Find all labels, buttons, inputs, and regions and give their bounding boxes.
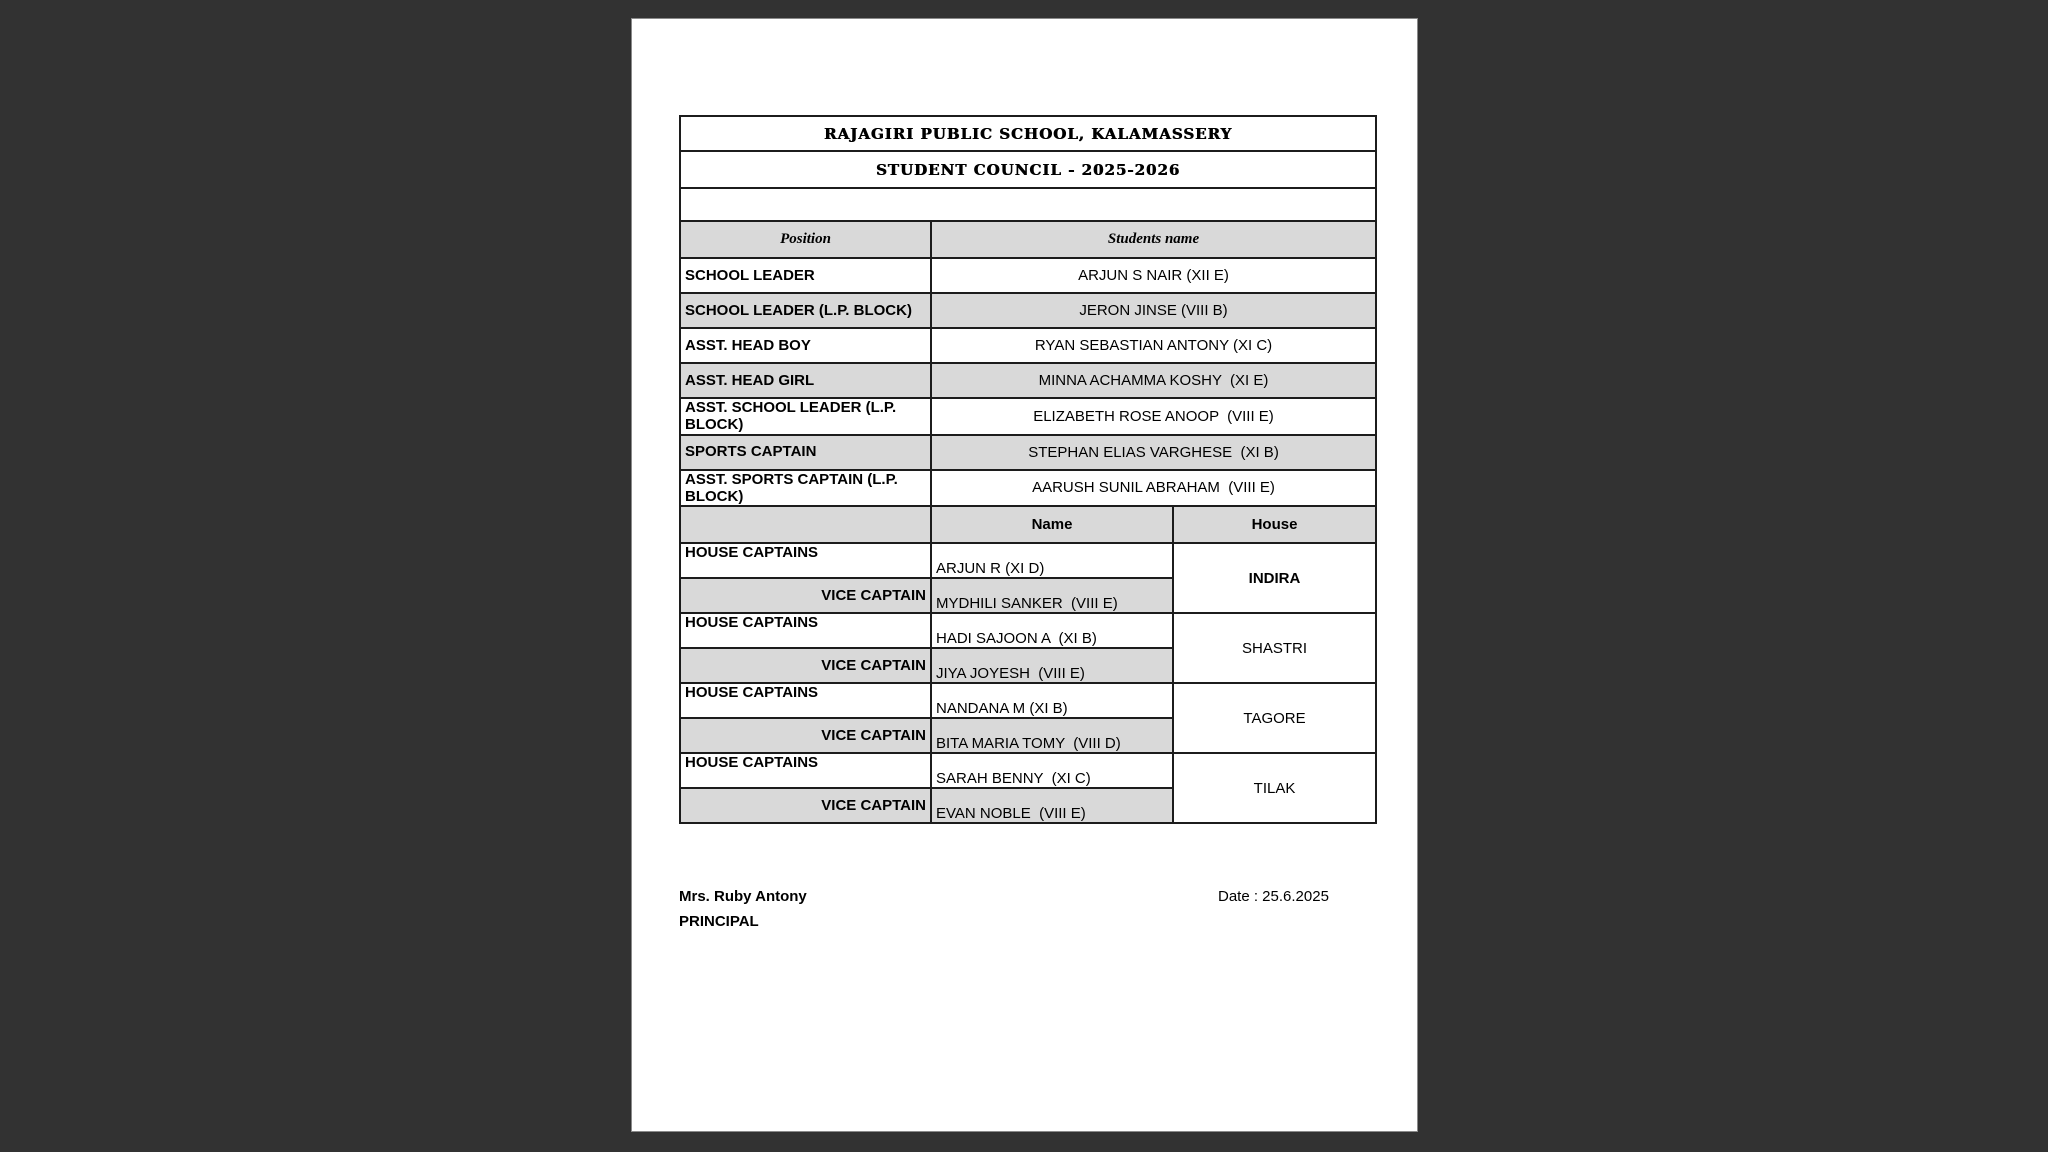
house-captain-row [680,543,1376,578]
vice-captain-label-cell: VICE CAPTAIN [680,578,931,613]
school-name: RAJAGIRI PUBLIC SCHOOL, KALAMASSERY [680,116,1376,151]
title-section [680,116,1376,258]
position-cell: SCHOOL LEADER (L.P. BLOCK) [680,293,931,328]
officer-row [680,328,1376,363]
document-page [632,19,1417,1131]
captain-name-cell: ARJUN R (XI D) [931,543,1173,578]
vice-captain-label-cell: VICE CAPTAIN [680,718,931,753]
principal-name: Mrs. Ruby Antony [679,888,807,905]
house-name-cell: TILAK [1173,753,1376,823]
council-title: STUDENT COUNCIL - 2025-2026 [680,151,1376,188]
captain-name-cell: HADI SAJOON A (XI B) [931,613,1173,648]
house-captains-label-cell: HOUSE CAPTAINS [680,683,931,718]
officer-row [680,435,1376,470]
house-captains-label-cell: HOUSE CAPTAINS [680,613,931,648]
council-title-row [680,151,1376,188]
officer-row [680,470,1376,507]
student-name-cell: JERON JINSE (VIII B) [931,293,1376,328]
house-captains-label-cell: HOUSE CAPTAINS [680,753,931,788]
house-column-header: House [1173,506,1376,543]
house-captains-label-cell: HOUSE CAPTAINS [680,543,931,578]
position-column-header: Position [680,221,931,258]
house-header-empty-cell [680,506,931,543]
officer-row [680,398,1376,435]
position-cell: ASST. HEAD GIRL [680,363,931,398]
student-name-cell: STEPHAN ELIAS VARGHESE (XI B) [931,435,1376,470]
officer-row [680,363,1376,398]
vice-captain-name-cell: BITA MARIA TOMY (VIII D) [931,718,1173,753]
document-date: Date : 25.6.2025 [1218,888,1329,905]
student-name-cell: MINNA ACHAMMA KOSHY (XI E) [931,363,1376,398]
vice-captain-name-cell: MYDHILI SANKER (VIII E) [931,578,1173,613]
spacer-row [680,188,1376,221]
officer-row [680,258,1376,293]
position-cell: SCHOOL LEADER [680,258,931,293]
house-name-cell: INDIRA [1173,543,1376,613]
vice-captain-name-cell: JIYA JOYESH (VIII E) [931,648,1173,683]
vice-captain-label-cell: VICE CAPTAIN [680,788,931,823]
student-name-cell: ELIZABETH ROSE ANOOP (VIII E) [931,398,1376,435]
vice-captain-name-cell: EVAN NOBLE (VIII E) [931,788,1173,823]
vice-captain-label-cell: VICE CAPTAIN [680,648,931,683]
student-name-cell: ARJUN S NAIR (XII E) [931,258,1376,293]
house-captain-row [680,753,1376,788]
house-captain-row [680,613,1376,648]
captain-name-cell: NANDANA M (XI B) [931,683,1173,718]
position-cell: ASST. SPORTS CAPTAIN (L.P. BLOCK) [680,470,931,507]
officer-section [680,258,1376,506]
house-header-row [680,506,1376,543]
house-name-cell: TAGORE [1173,683,1376,753]
officer-row [680,293,1376,328]
school-name-row [680,116,1376,151]
name-column-header: Name [931,506,1173,543]
house-captain-row [680,683,1376,718]
student-name-cell: AARUSH SUNIL ABRAHAM (VIII E) [931,470,1376,507]
house-section [680,506,1376,823]
student-name-cell: RYAN SEBASTIAN ANTONY (XI C) [931,328,1376,363]
captain-name-cell: SARAH BENNY (XI C) [931,753,1173,788]
students-name-column-header: Students name [931,221,1376,258]
position-cell: SPORTS CAPTAIN [680,435,931,470]
principal-designation: PRINCIPAL [679,913,759,930]
column-header-row [680,221,1376,258]
student-council-table [679,115,1377,824]
position-cell: ASST. SCHOOL LEADER (L.P. BLOCK) [680,398,931,435]
house-name-cell: SHASTRI [1173,613,1376,683]
position-cell: ASST. HEAD BOY [680,328,931,363]
spacer-cell [680,188,1376,221]
